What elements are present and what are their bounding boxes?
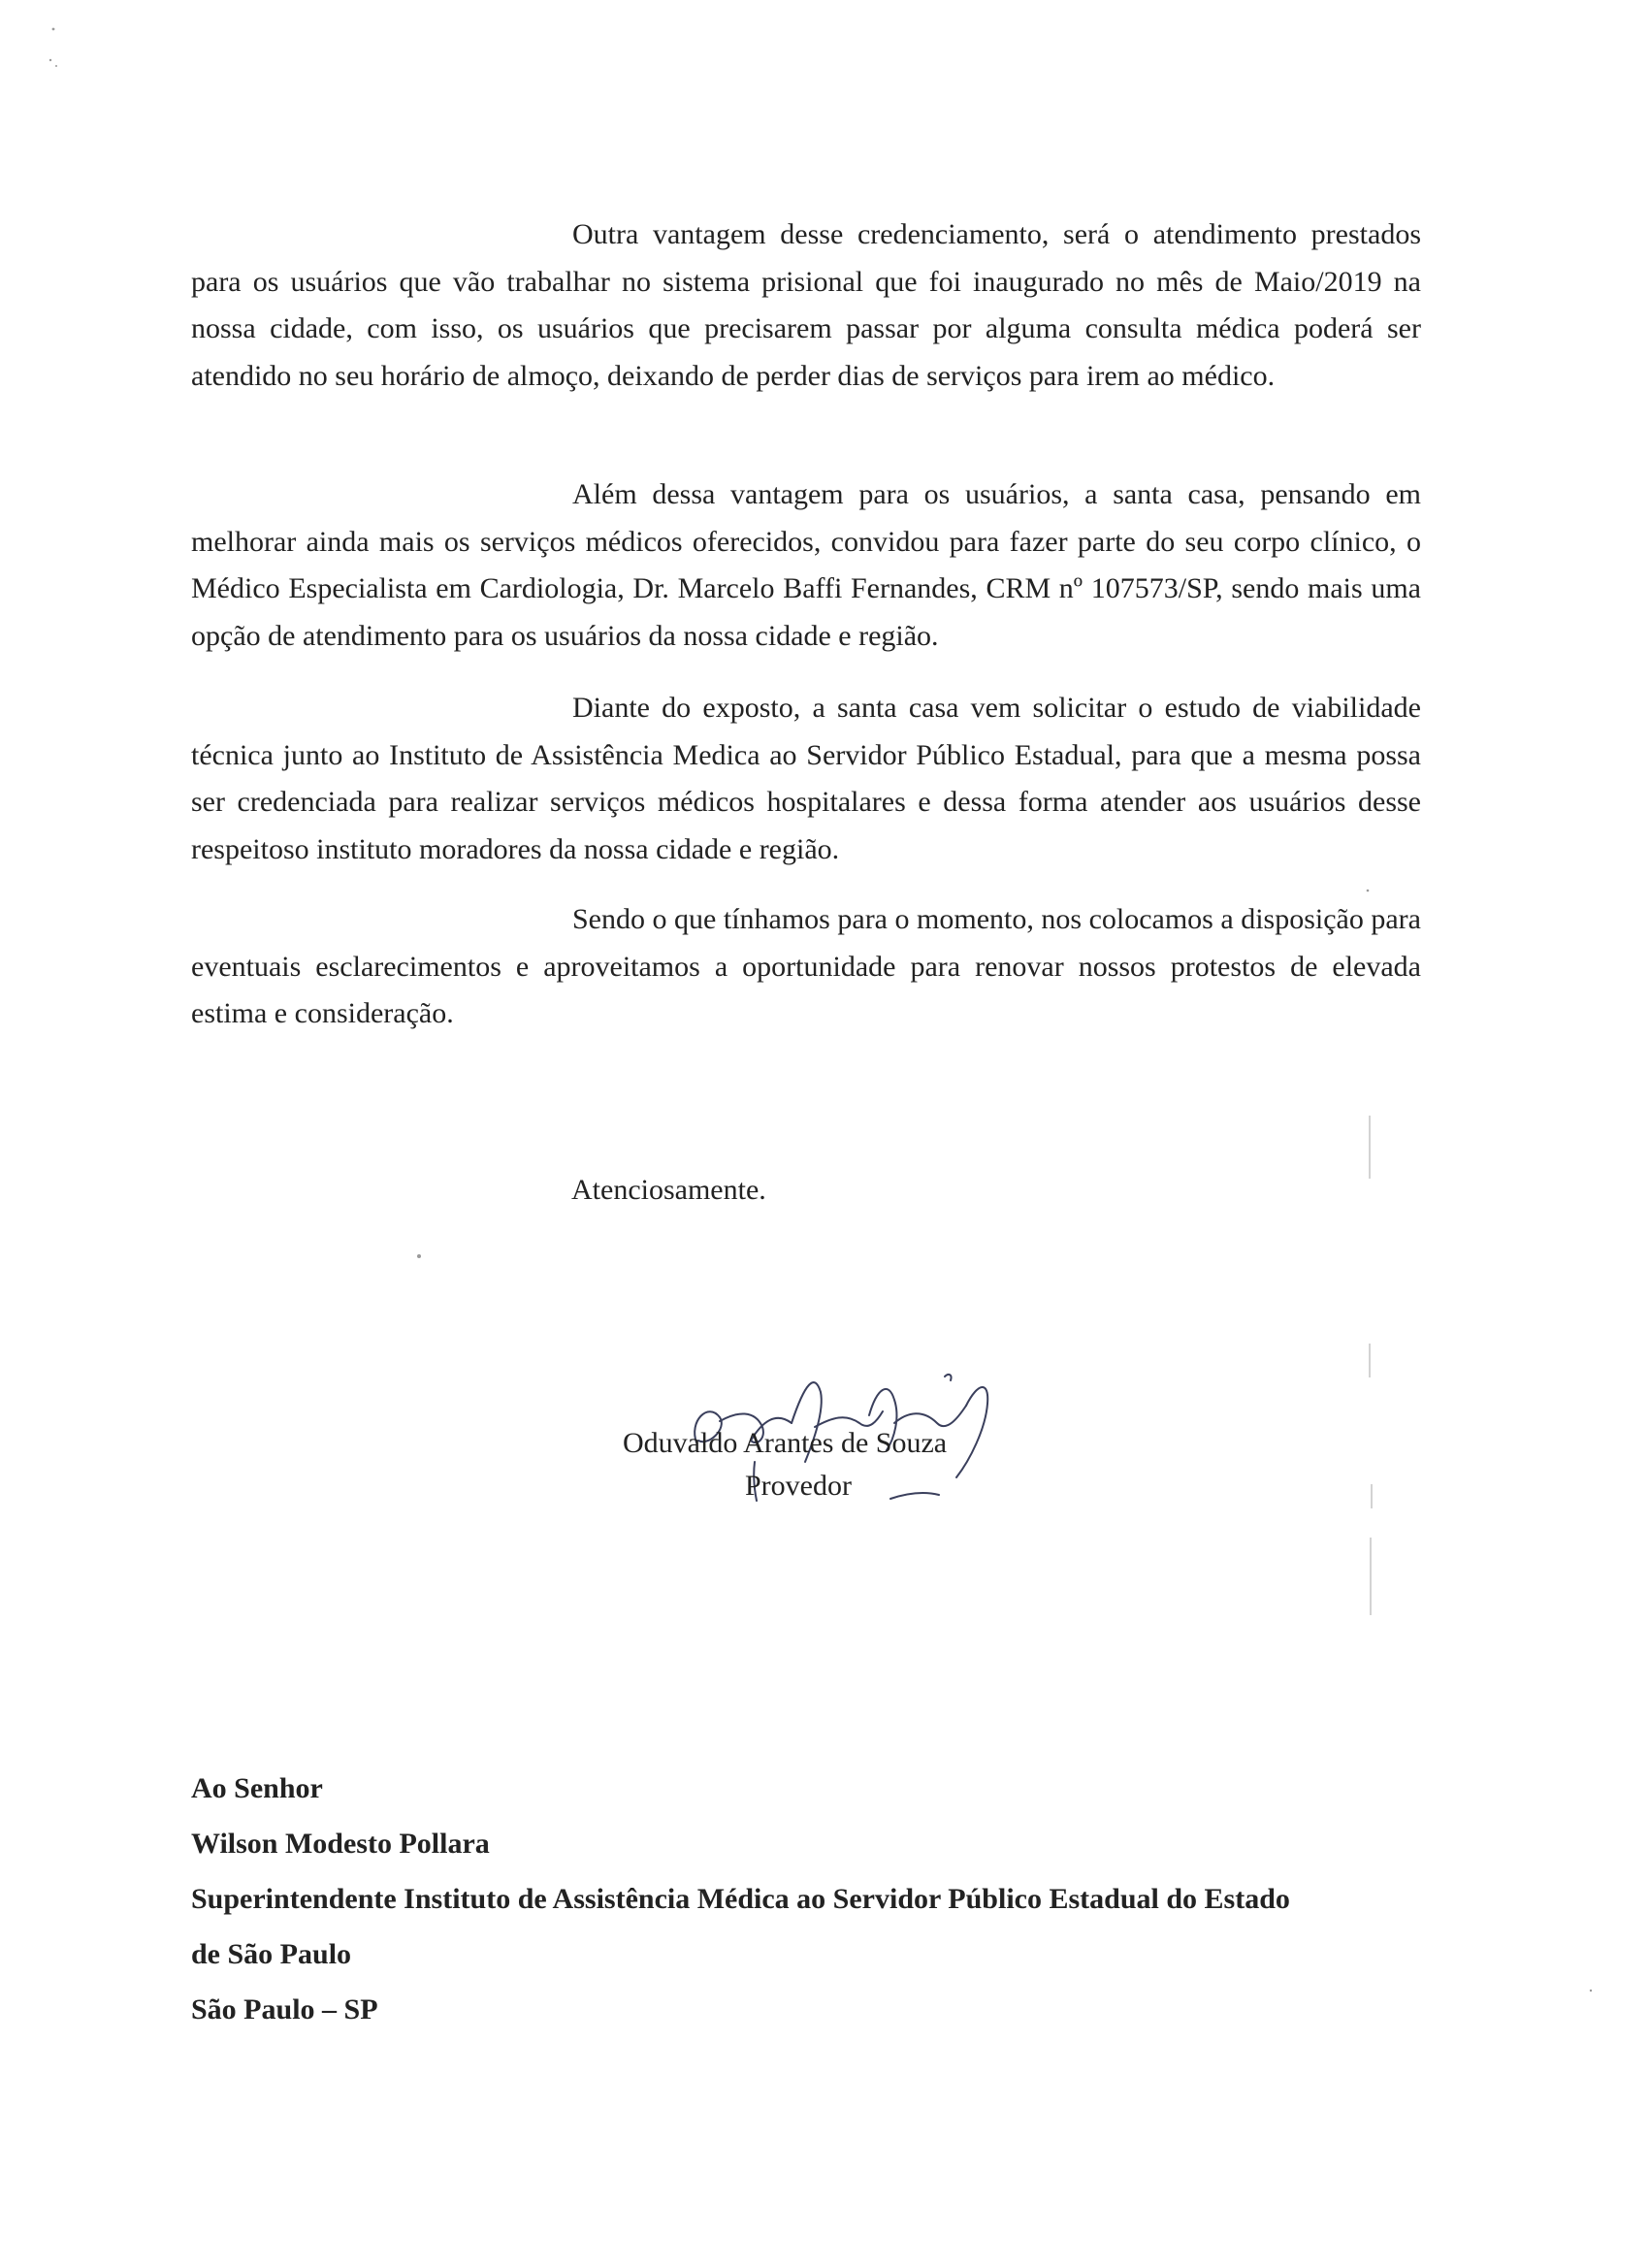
recipient-name: Wilson Modesto Pollara (191, 1828, 490, 1860)
paragraph-prison-system-advantage: Outra vantagem desse credenciamento, será o atendimento prestados para os usuários que vão trabalhar no sistema prisional que foi inaugurado no mês de Maio/2019 na nossa cidade, com isso, os usuários que precisarem passar por alguma consulta médica poderá ser atendido no seu horário de almoço, deixando de perder dias de serviços para irem ao médico. (191, 218, 1421, 392)
recipient-location: São Paulo – SP (191, 1993, 378, 2025)
recipient-position-line2: de São Paulo (191, 1938, 352, 1970)
paragraph-closing-remarks: Sendo o que tínhamos para o momento, nos colocamos a disposição para eventuais esclarecimentos e aproveitamos a oportunidade para renovar nossos protestos de elevada estima e consideração. (191, 903, 1421, 1029)
recipient-address-block (191, 1761, 1452, 2037)
paragraph-cardiology-specialist: Além dessa vantagem para os usuários, a santa casa, pensando em melhorar ainda mais os serviços médicos oferecidos, convidou para fazer parte do seu corpo clínico, o Médico Especialista em Cardiologia, Dr. Marcelo Baffi Fernandes, CRM nº 107573/SP, sendo mais uma opção de atendimento para os usuários da nossa cidade e região. (191, 478, 1421, 652)
closing-salutation: Atenciosamente. (571, 1174, 766, 1206)
recipient-position-line1: Superintendente Instituto de Assistência Médica ao Servidor Público Estadual do Estado (191, 1883, 1290, 1915)
recipient-salutation: Ao Senhor (191, 1772, 323, 1804)
paragraph-accreditation-request: Diante do exposto, a santa casa vem solicitar o estudo de viabilidade técnica junto ao Instituto de Assistência Medica ao Servidor Público Estadual, para que a mesma possa ser credenciada para realizar serviços médicos hospitalares e dessa forma atender aos usuários desse respeitoso instituto moradores da nossa cidade e região. (191, 692, 1421, 865)
signer-name: Oduvaldo Arantes de Souza (623, 1427, 948, 1459)
signer-title: Provedor (745, 1470, 852, 1502)
